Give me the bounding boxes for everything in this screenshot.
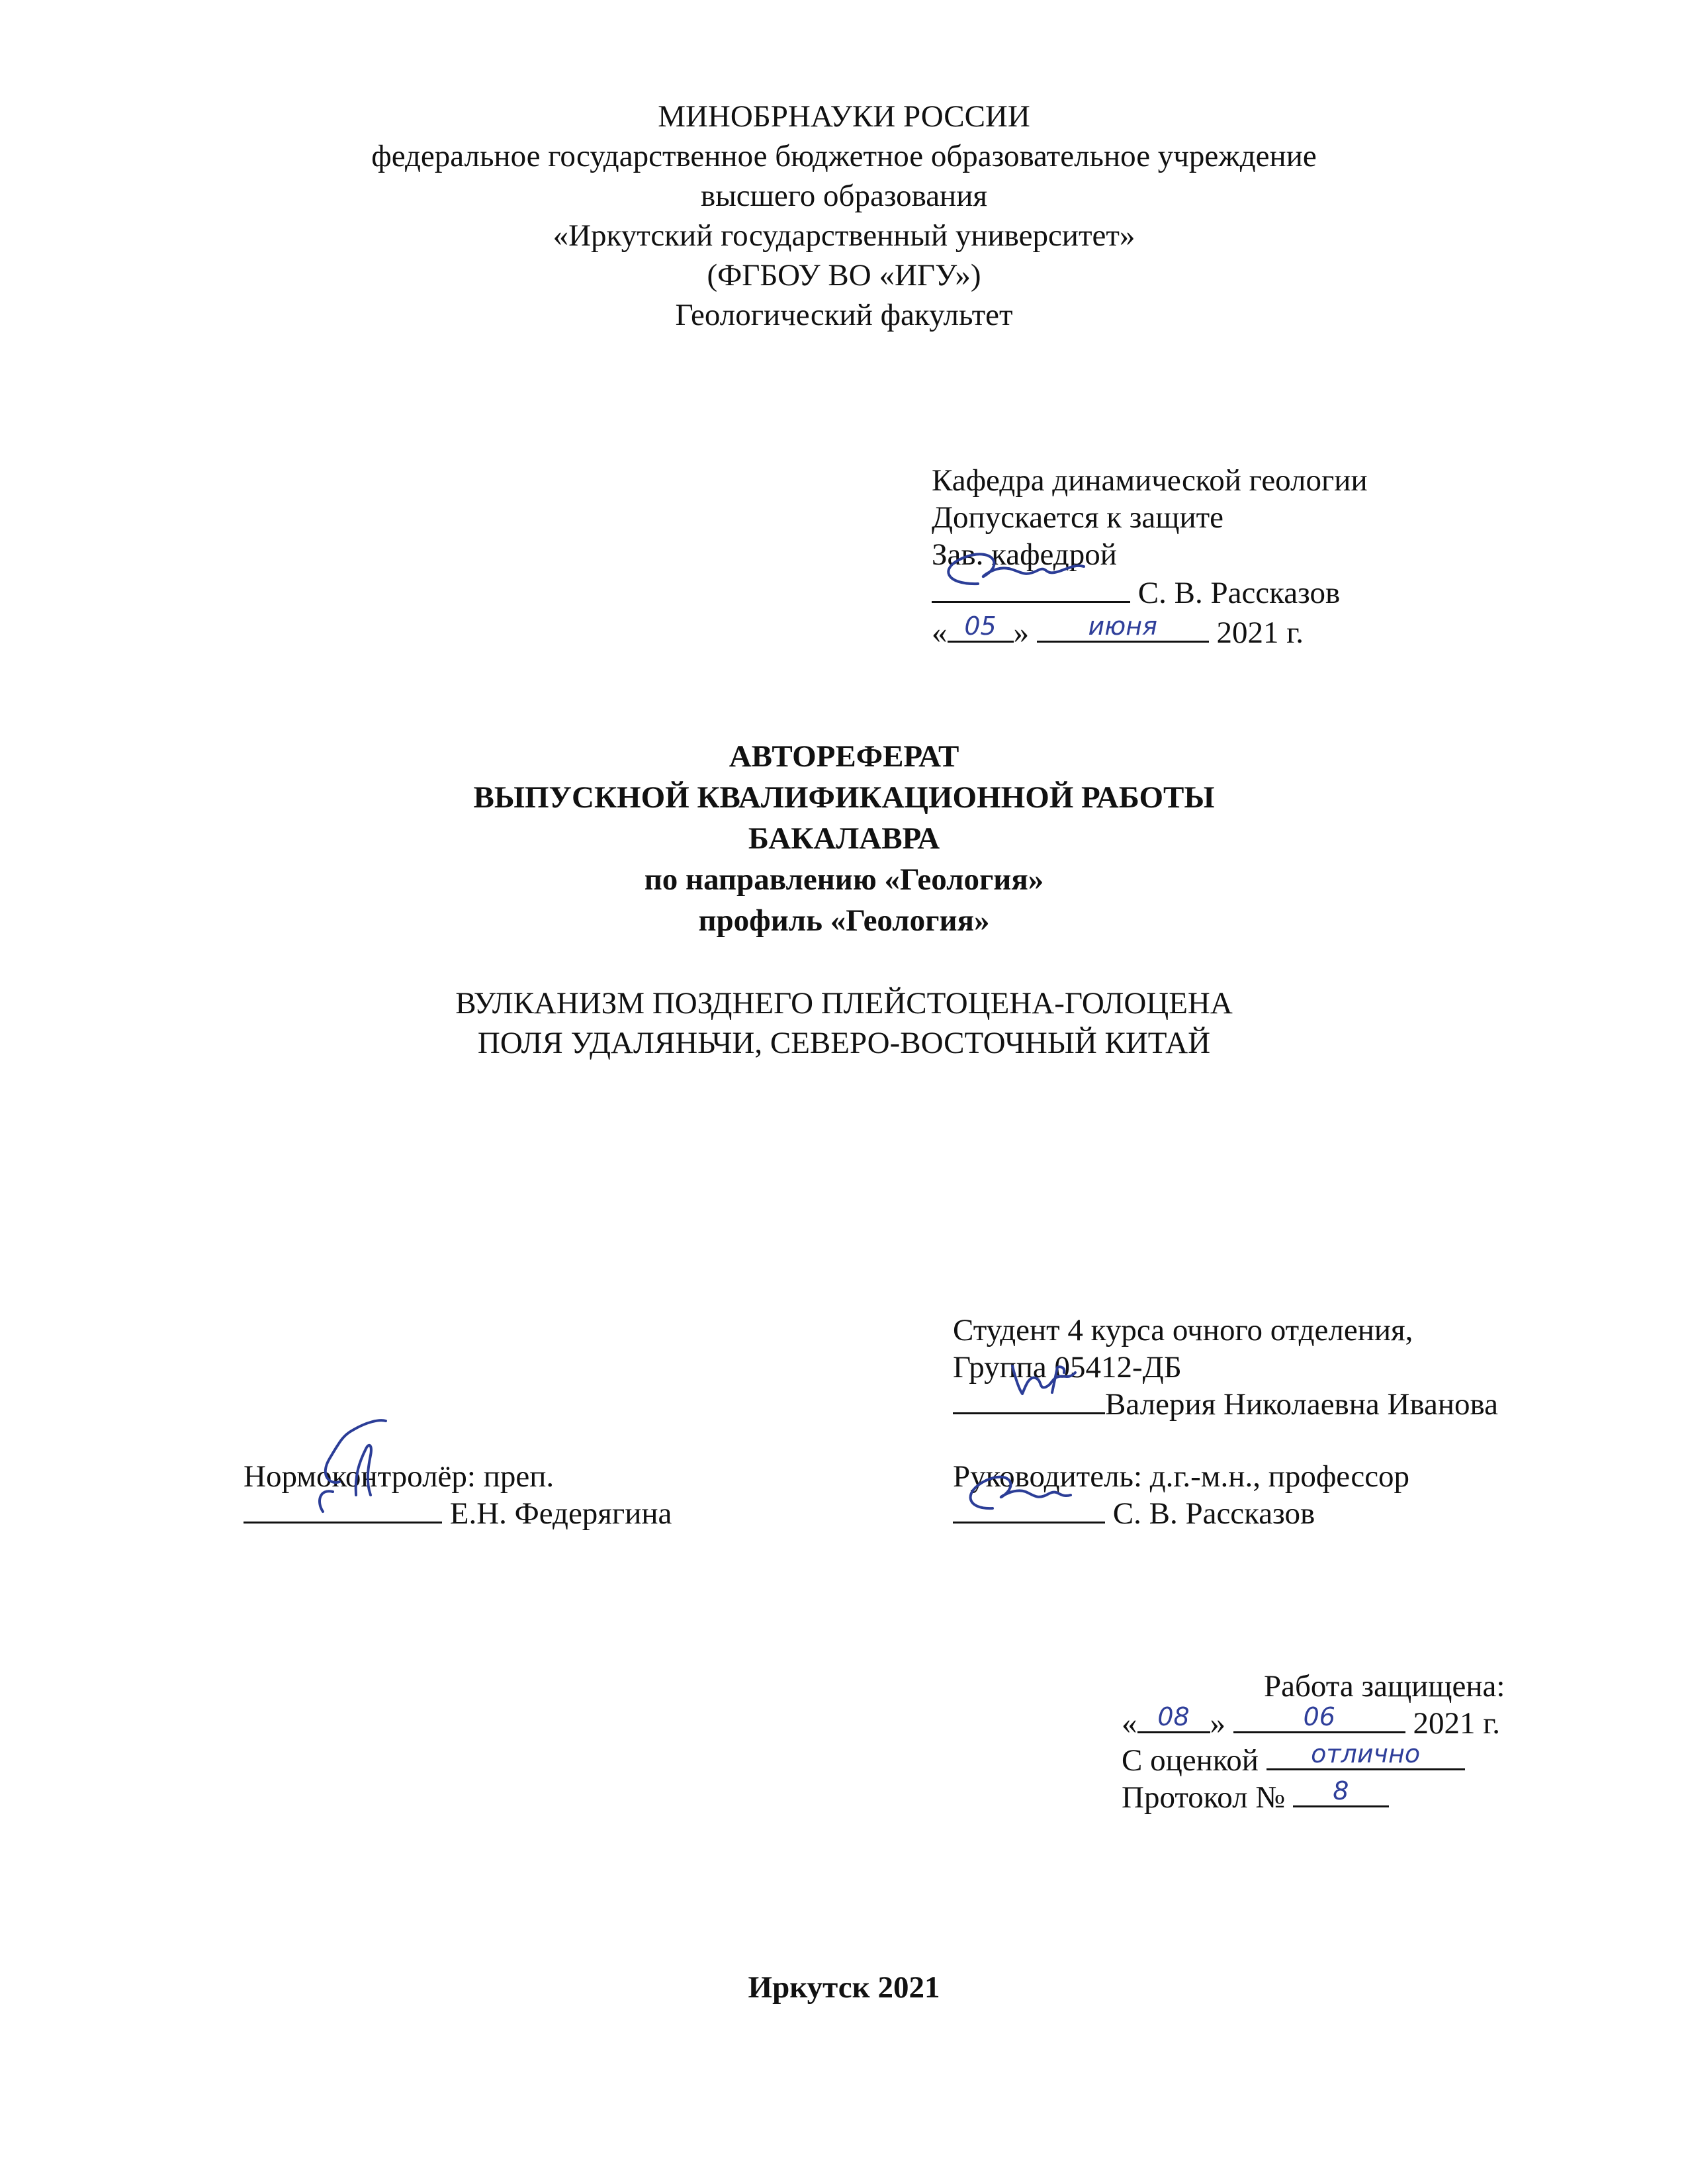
- norm-controller-signature-line: [244, 1495, 672, 1532]
- signature-field: [932, 574, 1130, 603]
- defense-month-field: [1233, 1702, 1405, 1733]
- title-line-2: ВЫПУСКНОЙ КВАЛИФИКАЦИОННОЙ РАБОТЫ: [473, 780, 1215, 815]
- approval-month-value: июня: [1088, 612, 1157, 641]
- norm-controller-signature: [244, 1396, 442, 1515]
- defense-date-open-quote: «: [1122, 1706, 1137, 1741]
- norm-controller-signature-field: [244, 1495, 442, 1524]
- grade-label: С оценкой: [1122, 1743, 1259, 1778]
- head-signature-line: [932, 574, 1340, 612]
- protocol-value: 8: [1333, 1776, 1349, 1805]
- student-name: Валерия Николаевна Иванова: [1105, 1387, 1498, 1422]
- city-year: Иркутск 2021: [748, 1970, 940, 2005]
- head-signature: [932, 544, 1130, 597]
- title-line-5: профиль «Геология»: [698, 903, 990, 938]
- defense-label: Работа защищена:: [1264, 1669, 1505, 1704]
- abbreviation-line: (ФГБОУ ВО «ИГУ»): [707, 258, 981, 293]
- topic-line-1: ВУЛКАНИЗМ ПОЗДНЕГО ПЛЕЙСТОЦЕНА-ГОЛОЦЕНА: [455, 986, 1233, 1021]
- norm-controller-label: Нормоконтролёр: преп.: [244, 1459, 555, 1494]
- norm-controller-name: Е.Н. Федерягина: [449, 1496, 672, 1531]
- defense-day-field: [1137, 1702, 1210, 1733]
- supervisor-label: Руководитель: д.г.-м.н., профессор: [953, 1459, 1410, 1494]
- admitted-line: Допускается к защите: [932, 500, 1224, 535]
- supervisor-name: С. В. Рассказов: [1112, 1496, 1315, 1531]
- defense-day-value: 08: [1157, 1702, 1190, 1731]
- approval-year: 2021 г.: [1216, 615, 1304, 650]
- supervisor-signature-field: [953, 1495, 1105, 1524]
- student-signature-line: [953, 1386, 1498, 1423]
- date-open-quote: «: [932, 615, 948, 650]
- head-name: С. В. Рассказов: [1137, 576, 1341, 610]
- grade-value: отлично: [1311, 1739, 1421, 1768]
- supervisor-signature: [953, 1462, 1105, 1522]
- approval-day-value: 05: [964, 612, 997, 641]
- defense-date-close-quote: »: [1210, 1706, 1225, 1741]
- approval-month-field: [1037, 614, 1209, 643]
- protocol-label: Протокол №: [1122, 1780, 1286, 1815]
- faculty-line: Геологический факультет: [675, 298, 1013, 332]
- university-line: «Иркутский государственный университет»: [553, 218, 1135, 253]
- protocol-field: [1293, 1776, 1389, 1807]
- student-signature-field: [953, 1386, 1105, 1414]
- title-line-3: БАКАЛАВРА: [748, 821, 940, 856]
- defense-year: 2021 г.: [1413, 1706, 1500, 1741]
- institution-type-line: федеральное государственное бюджетное образовательное учреждение: [371, 139, 1317, 173]
- supervisor-signature-line: [953, 1495, 1315, 1532]
- defense-date-line: [1122, 1702, 1500, 1742]
- department-line: Кафедра динамической геологии: [932, 463, 1368, 498]
- grade-line: [1122, 1739, 1465, 1779]
- approval-date-line: [932, 614, 1304, 651]
- title-line-4: по направлению «Геология»: [644, 862, 1044, 897]
- title-line-1: АВТОРЕФЕРАТ: [729, 739, 959, 774]
- approval-day-field: [948, 614, 1014, 643]
- date-close-quote: »: [1013, 615, 1029, 650]
- defense-month-value: 06: [1303, 1702, 1335, 1731]
- student-course-line: Студент 4 курса очного отделения,: [953, 1313, 1413, 1347]
- education-level-line: высшего образования: [701, 179, 987, 213]
- student-group-line: Группа 05412-ДБ: [953, 1350, 1182, 1385]
- grade-field: [1266, 1739, 1465, 1770]
- head-line: Зав. кафедрой: [932, 537, 1117, 572]
- ministry-line: МИНОБРНАУКИ РОССИИ: [658, 99, 1030, 134]
- protocol-line: [1122, 1776, 1389, 1816]
- student-signature: [953, 1353, 1105, 1406]
- topic-line-2: ПОЛЯ УДАЛЯНЬЧИ, СЕВЕРО-ВОСТОЧНЫЙ КИТАЙ: [477, 1026, 1211, 1060]
